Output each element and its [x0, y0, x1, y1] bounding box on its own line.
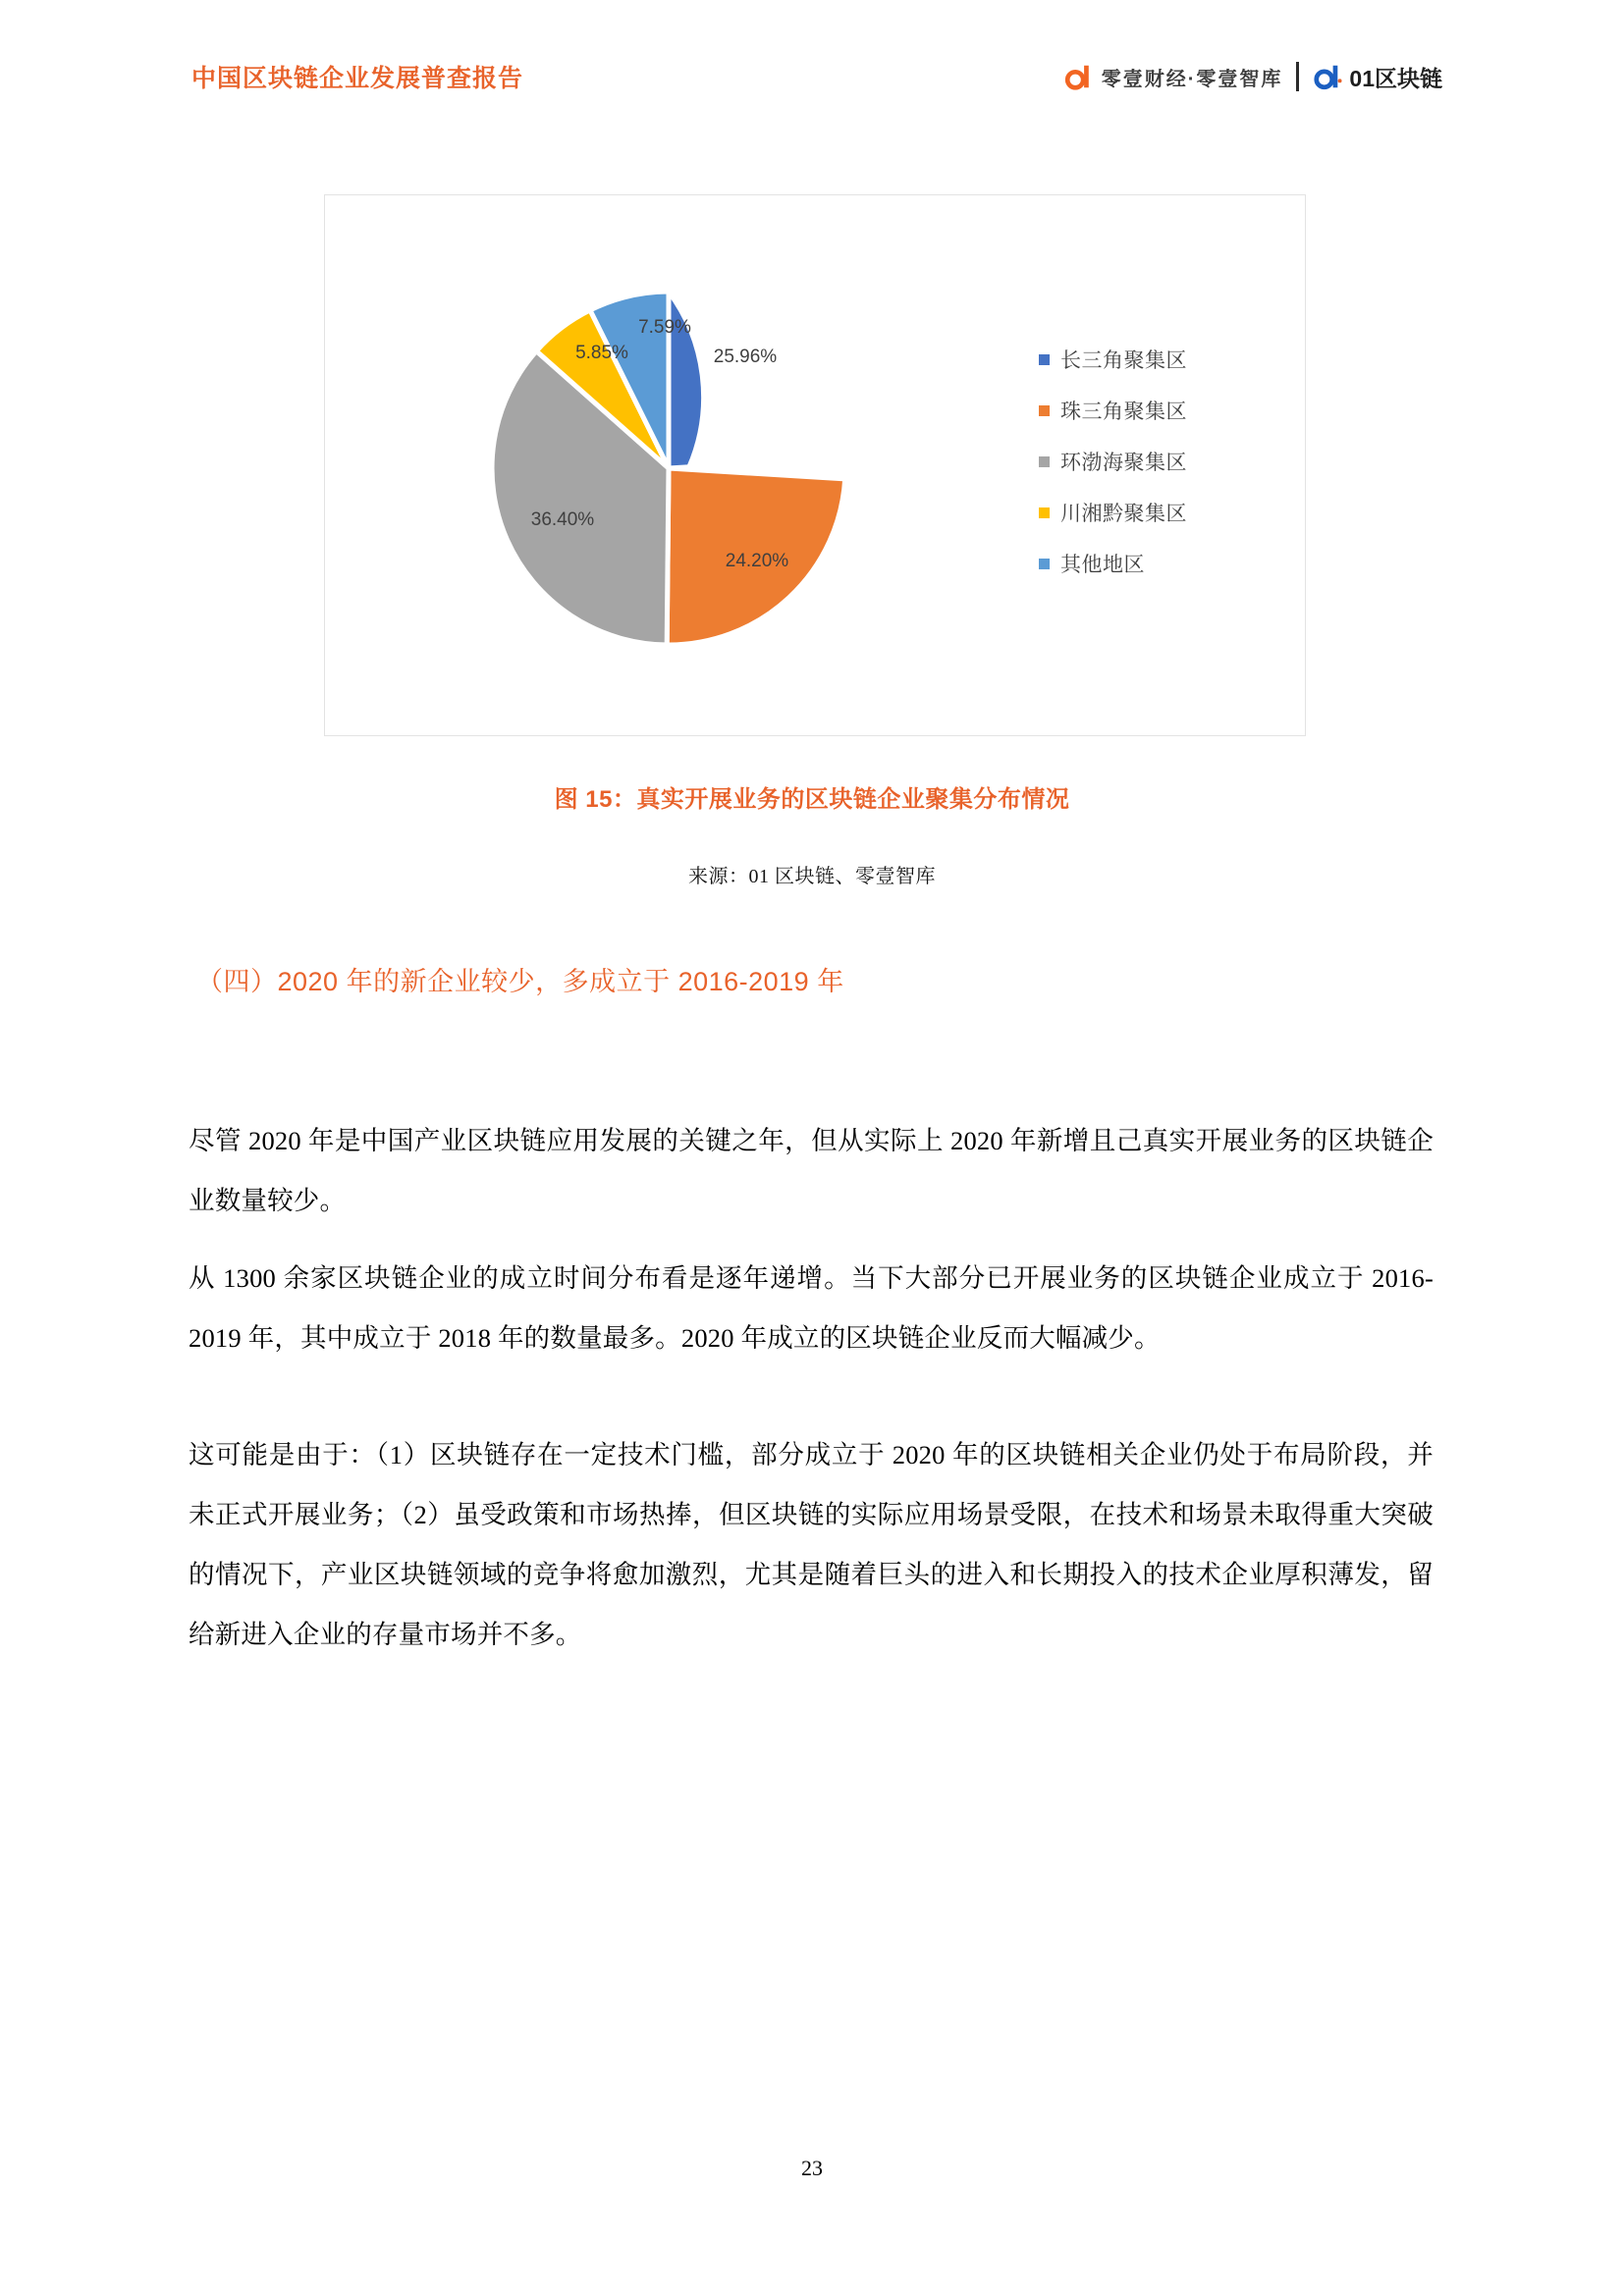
- chart-legend: [1039, 345, 1187, 578]
- logo-lingyi: [1063, 62, 1283, 91]
- legend-swatch-icon: [1039, 507, 1050, 518]
- pie-slice-label-3: 5.85%: [575, 343, 628, 363]
- section-heading: （四）2020 年的新企业较少，多成立于 2016-2019 年: [196, 967, 844, 996]
- report-title: 中国区块链企业发展普查报告: [191, 65, 524, 92]
- legend-item[interactable]: [1039, 345, 1187, 374]
- header-logo-group: [1063, 61, 1442, 93]
- page-number: 23: [801, 2156, 823, 2180]
- legend-item-label: 其他地区: [1060, 554, 1145, 576]
- page-header: [191, 51, 1442, 102]
- legend-item[interactable]: [1039, 396, 1187, 425]
- body-paragraph: 这可能是由于：（1）区块链存在一定技术门槛，部分成立于 2020 年的区块链相关企业仍处于布局阶段，并未正式开展业务；（2）虽受政策和市场热捧，但区块链的实际应用场景受限，在技术和场景未取得重大突破的情况下，产业区块链领域的竞争将愈加激烈，尤其是随着巨头的进入和长期投入的技术企业厚积薄发，留给新进入企业的存量市场并不多。: [189, 1439, 1434, 1649]
- legend-item[interactable]: [1039, 549, 1187, 578]
- alpha-mark-icon: [1063, 62, 1093, 91]
- legend-item-label: 川湘黔聚集区: [1060, 503, 1187, 525]
- pie-slice-label-1: 24.20%: [725, 551, 789, 571]
- legend-swatch-icon: [1039, 559, 1050, 569]
- legend-item-label: 环渤海聚集区: [1060, 452, 1187, 474]
- alpha-mark-icon: [1313, 62, 1342, 91]
- pie-chart-svg: [354, 213, 983, 723]
- figure-source: 来源：01 区块链、零壹智库: [688, 866, 936, 887]
- logo-01blockchain: [1313, 61, 1442, 93]
- logo-01blockchain-label: 01区块链: [1349, 65, 1442, 91]
- legend-swatch-icon: [1039, 354, 1050, 365]
- body-paragraph: 从 1300 余家区块链企业的成立时间分布看是逐年递增。当下大部分已开展业务的区块链企业成立于 2016-2019 年，其中成立于 2018 年的数量最多。2020 年成立的区块链企业反而大幅减少。: [189, 1262, 1434, 1353]
- figure-caption: 图 15：真实开展业务的区块链企业聚集分布情况: [554, 786, 1070, 813]
- body-paragraph: 尽管 2020 年是中国产业区块链应用发展的关键之年，但从实际上 2020 年新增且己真实开展业务的区块链企业数量较少。: [189, 1125, 1434, 1215]
- logo-divider: [1296, 62, 1299, 91]
- pie-slice-label-2: 36.40%: [530, 509, 595, 530]
- legend-swatch-icon: [1039, 405, 1050, 416]
- pie-slice-label-4: 7.59%: [638, 317, 691, 338]
- legend-swatch-icon: [1039, 456, 1050, 467]
- logo-lingyi-label: 零壹财经·零壹智库: [1101, 68, 1283, 90]
- legend-item[interactable]: [1039, 447, 1187, 476]
- legend-item[interactable]: [1039, 498, 1187, 527]
- pie-slice-label-0: 25.96%: [713, 347, 778, 367]
- legend-item-label: 长三角聚集区: [1060, 349, 1187, 372]
- figure-15-container: [324, 194, 1306, 736]
- pie-chart: [325, 195, 1305, 735]
- legend-item-label: 珠三角聚集区: [1060, 400, 1187, 423]
